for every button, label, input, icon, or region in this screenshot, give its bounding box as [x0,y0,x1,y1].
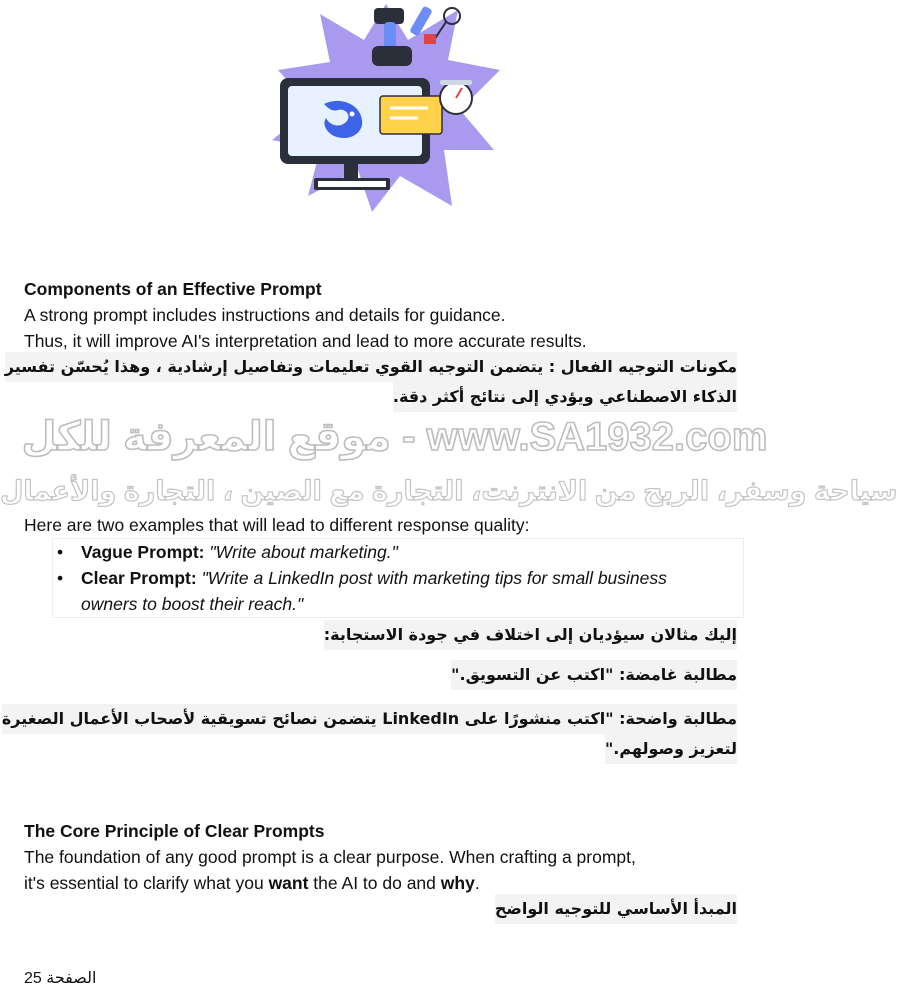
speech-note-icon [380,96,442,134]
section-text-line: The foundation of any good prompt is a clear purpose. When crafting a prompt, [24,847,636,867]
list-item [53,565,743,591]
watermark-topics: سياحة وسفر، الربح من الانترنت، التجارة مع الصين ، التجارة والأعمال [0,476,897,506]
section-text-line: A strong prompt includes instructions and details for guidance. [24,305,506,325]
clear-text: "Write a LinkedIn post with marketing tips for small business [201,568,667,588]
arabic-paragraph-line: الذكاء الاصطناعي ويؤدي إلى نتائج أكثر دقة. [393,382,737,412]
section-heading-core-principle: The Core Principle of Clear Prompts [24,821,325,841]
list-item [53,539,743,565]
ai-illustration [268,0,504,214]
emphasis-why: why [440,873,475,893]
text-run: the AI to do and [308,873,441,893]
examples-intro: Here are two examples that will lead to different response quality: [24,515,530,535]
bullet-icon: • [57,568,64,588]
section-text-line: Thus, it will improve AI's interpretation and lead to more accurate results. [24,331,587,351]
arabic-core-heading: المبدأ الأساسي للتوجيه الواضح [495,894,737,924]
list-item-continuation [53,591,743,617]
text-run: . [474,873,480,893]
bullet-icon: • [57,542,64,562]
clear-label: Clear Prompt: [81,568,197,588]
arabic-vague-example: مطالبة غامضة: "اكتب عن التسويق." [451,660,737,690]
arabic-clear-example-cont: لتعزيز وصولهم." [605,734,737,764]
arabic-clear-example: مطالبة واضحة: "اكتب منشورًا على LinkedIn يتضمن نصائح تسويقية لأصحاب الأعمال الصغيرة [2,704,737,734]
vague-label: Vague Prompt: [81,542,205,562]
page-number: الصفحة 25 [24,970,97,987]
arabic-examples-intro: إليك مثالان سيؤديان إلى اختلاف في جودة الاستجابة: [324,620,737,650]
text-run: it's essential to clarify what you [24,873,269,893]
section-heading-components: Components of an Effective Prompt [24,279,322,299]
section-text-line [24,870,480,896]
watermark-site: موقع المعرفة للكل - www.SA1932.com [21,415,768,459]
examples-list [52,538,744,618]
emphasis-want: want [268,873,309,893]
arabic-paragraph-line: مكونات التوجيه الفعال : يتضمن التوجيه القوي تعليمات وتفاصيل إرشادية ، وهذا يُحسّن تفسير [5,352,737,382]
clear-text-cont: owners to boost their reach." [81,594,304,614]
vague-text: "Write about marketing." [209,542,398,562]
